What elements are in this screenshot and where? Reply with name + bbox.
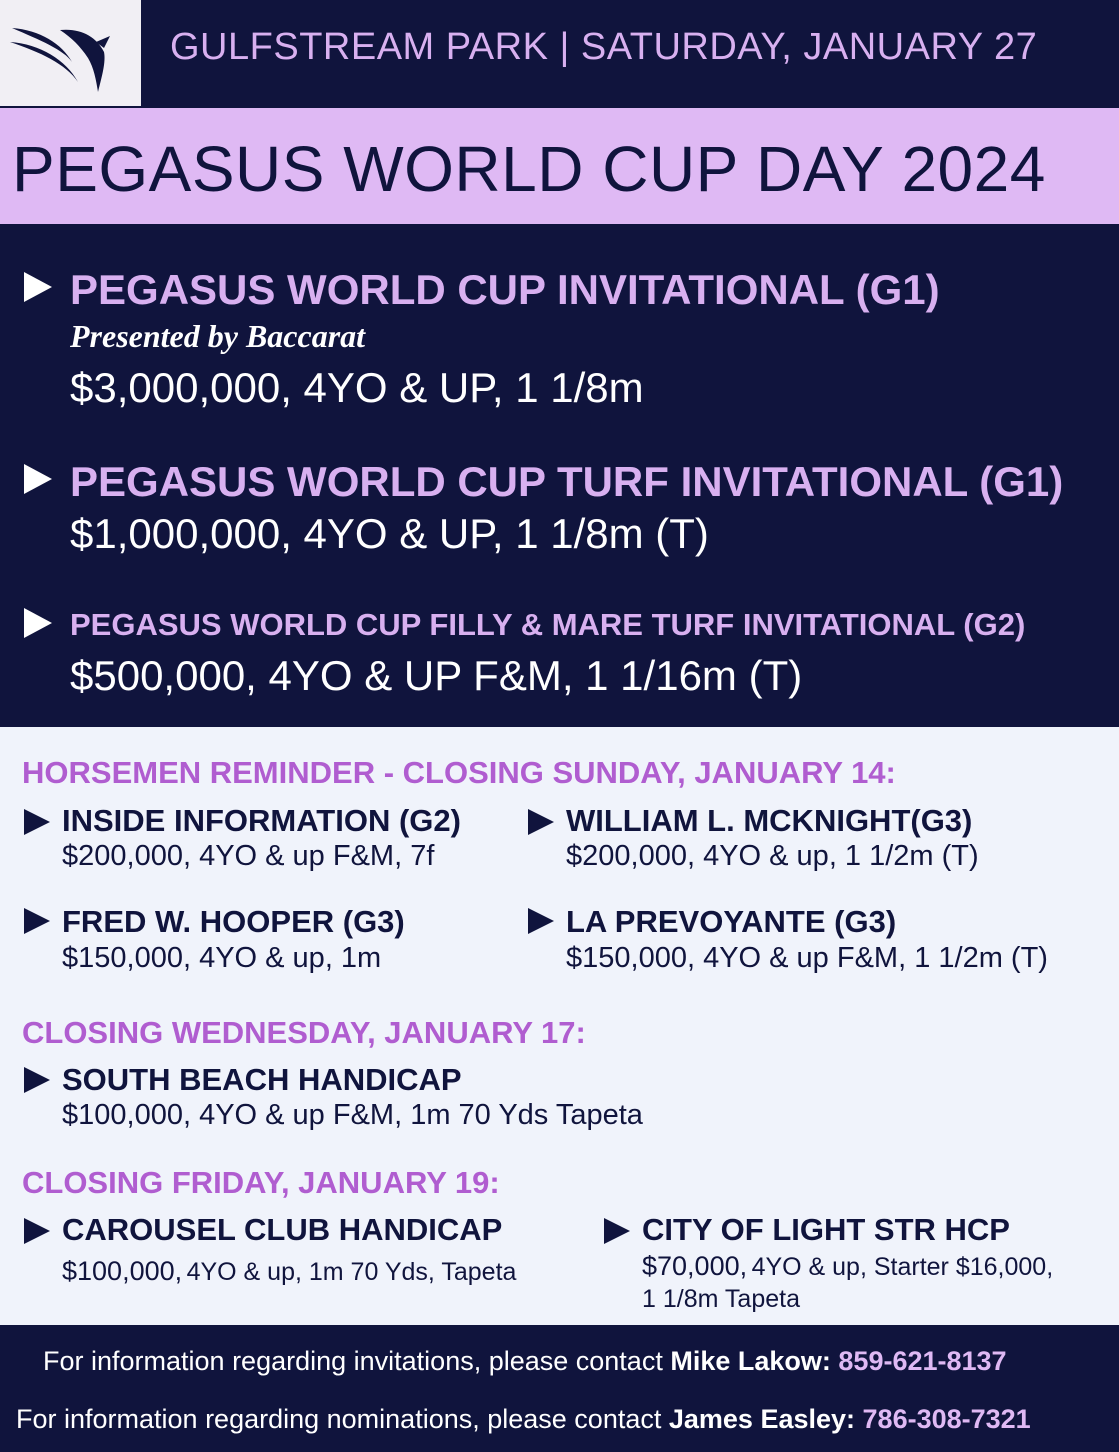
featured-race-details: $1,000,000, 4YO & UP, 1 1/8m (T) bbox=[70, 510, 709, 557]
featured-race-details: $500,000, 4YO & UP F&M, 1 1/16m (T) bbox=[70, 652, 803, 699]
featured-race-name: PEGASUS WORLD CUP FILLY & MARE TURF INVITATIONAL (G2) bbox=[70, 607, 1026, 642]
featured-race-name: PEGASUS WORLD CUP INVITATIONAL (G1) bbox=[70, 266, 940, 313]
play-triangle-icon bbox=[528, 809, 554, 835]
play-triangle-icon bbox=[24, 272, 52, 302]
play-triangle-icon bbox=[24, 1067, 50, 1093]
race-details: $200,000, 4YO & up F&M, 7f bbox=[62, 840, 435, 872]
invitations-phone[interactable]: 859-621-8137 bbox=[838, 1346, 1007, 1376]
play-triangle-icon bbox=[604, 1218, 630, 1244]
closing-heading: CLOSING WEDNESDAY, JANUARY 17: bbox=[22, 1015, 586, 1050]
invitations-text: For information regarding invitations, please contact bbox=[43, 1346, 663, 1376]
race-details: $150,000, 4YO & up, 1m bbox=[62, 942, 382, 974]
race-distance: 1 1/8m Tapeta bbox=[642, 1285, 800, 1313]
play-triangle-icon bbox=[24, 464, 52, 494]
pegasus-wing-logo-icon bbox=[0, 0, 141, 106]
page-title: PEGASUS WORLD CUP DAY 2024 bbox=[12, 133, 1046, 205]
invitations-contact-name: Mike Lakow: bbox=[670, 1346, 831, 1376]
race-details bbox=[642, 1251, 1053, 1282]
nominations-contact-name: James Easley: bbox=[668, 1404, 856, 1434]
closing-heading: HORSEMEN REMINDER - CLOSING SUNDAY, JANUARY 14: bbox=[22, 755, 896, 790]
race-purse: $70,000, bbox=[642, 1251, 748, 1281]
play-triangle-icon bbox=[24, 809, 50, 835]
closing-heading: CLOSING FRIDAY, JANUARY 19: bbox=[22, 1165, 500, 1200]
race-name: WILLIAM L. MCKNIGHT(G3) bbox=[566, 803, 973, 838]
race-name: SOUTH BEACH HANDICAP bbox=[62, 1062, 462, 1097]
race-details bbox=[62, 1256, 516, 1287]
nominations-phone[interactable]: 786-308-7321 bbox=[862, 1404, 1031, 1434]
featured-race-name: PEGASUS WORLD CUP TURF INVITATIONAL (G1) bbox=[70, 458, 1064, 505]
featured-race-details: $3,000,000, 4YO & UP, 1 1/8m bbox=[70, 364, 644, 411]
play-triangle-icon bbox=[24, 608, 52, 638]
nominations-contact bbox=[16, 1404, 1031, 1435]
race-details: $200,000, 4YO & up, 1 1/2m (T) bbox=[566, 840, 979, 872]
race-name: CAROUSEL CLUB HANDICAP bbox=[62, 1212, 503, 1247]
presented-by: Presented by Baccarat bbox=[70, 318, 366, 354]
play-triangle-icon bbox=[528, 908, 554, 934]
race-purse: $100,000, bbox=[62, 1256, 183, 1286]
race-details: $150,000, 4YO & up F&M, 1 1/2m (T) bbox=[566, 942, 1048, 974]
race-name: INSIDE INFORMATION (G2) bbox=[62, 803, 461, 838]
logo bbox=[0, 0, 141, 106]
race-name: CITY OF LIGHT STR HCP bbox=[642, 1212, 1010, 1247]
race-name: FRED W. HOOPER (G3) bbox=[62, 904, 405, 939]
invitations-contact bbox=[43, 1346, 1007, 1377]
race-details: $100,000, 4YO & up F&M, 1m 70 Yds Tapeta bbox=[62, 1099, 643, 1131]
play-triangle-icon bbox=[24, 908, 50, 934]
race-conditions: 4YO & up, 1m 70 Yds, Tapeta bbox=[186, 1258, 517, 1286]
play-triangle-icon bbox=[24, 1218, 50, 1244]
nominations-text: For information regarding nominations, please contact bbox=[16, 1404, 662, 1434]
race-conditions: 4YO & up, Starter $16,000, bbox=[751, 1253, 1054, 1281]
venue-date: GULFSTREAM PARK | SATURDAY, JANUARY 27 bbox=[170, 26, 1038, 68]
race-name: LA PREVOYANTE (G3) bbox=[566, 904, 897, 939]
